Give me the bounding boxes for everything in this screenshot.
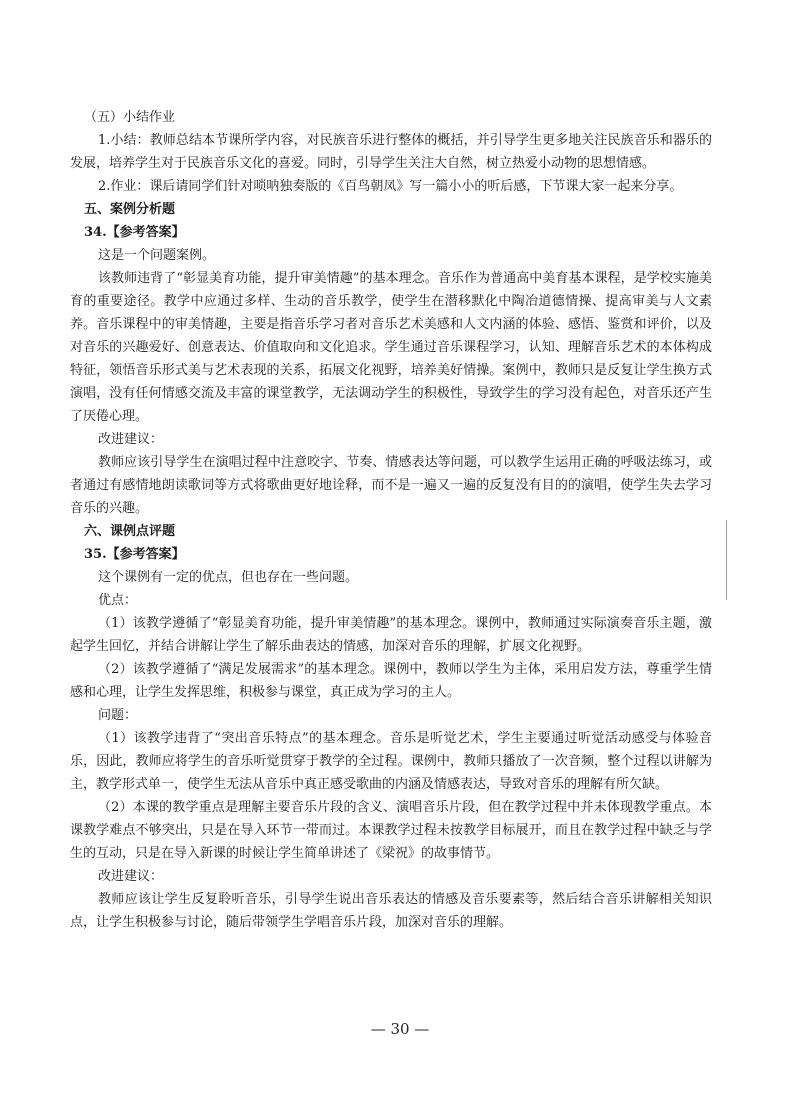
paragraph: 改进建议：	[98, 869, 164, 884]
paragraph: 这个课例有一定的优点，但也存在一些问题。	[98, 570, 359, 585]
paragraph: 该教师违背了“彰显美育功能，提升审美情趣”的基本理念。音乐作为普通高中美育基本课程，是学校实施美育的重要途径。教学中应通过多样、生动的音乐教学，使学生在潜移默化中陶冶道德情操、提高审美与人文素养。音乐课程中的审美情趣，主要是指音乐学习者对音乐艺术美感和人文内涵的体验、感悟、鉴赏和评价，以及对音乐的兴趣爱好、创意表达、价值取向和文化追求。学生通过音乐课程学习，认知、理解音乐艺术的本体构成特征，领悟音乐形式美与艺术表现的关系，拓展文化视野，培养美好情操。案例中，教师只是反复让学生换方式演唱，没有任何情感交流及丰富的课堂教学，无法调动学生的积极性，导致学生的学习没有起色，对音乐还产生了厌倦心理。	[70, 271, 712, 424]
paragraph: 这是一个问题案例。	[98, 248, 216, 263]
section-heading: 六、课例点评题	[84, 524, 176, 539]
scan-artifact-line	[726, 520, 727, 600]
paragraph: （1）该教学遵循了“彰显美育功能，提升审美情趣”的基本理念。课例中，教师通过实际演奏音乐主题，激起学生回忆，并结合讲解让学生了解乐曲表达的情感，加深对音乐的理解，扩展文化视野。	[70, 616, 712, 654]
paragraph: 1.小结：教师总结本节课所学内容，对民族音乐进行整体的概括，并引导学生更多地关注民族音乐和器乐的发展，培养学生对于民族音乐文化的喜爱。同时，引导学生关注大自然，树立热爱小动物的思想情感。	[70, 133, 712, 171]
answer-heading: 35.【参考答案】	[84, 547, 185, 562]
answer-heading: 34.【参考答案】	[84, 225, 185, 240]
paragraph: 教师应该让学生反复聆听音乐，引导学生说出音乐表达的情感及音乐要素等，然后结合音乐讲解相关知识点，让学生积极参与讨论，随后带领学生学唱音乐片段，加深对音乐的理解。	[70, 892, 712, 930]
paragraph: 改进建议：	[98, 432, 164, 447]
page-body	[70, 106, 712, 934]
paragraph: （1）该教学违背了“突出音乐特点”的基本理念。音乐是听觉艺术，学生主要通过听觉活动感受与体验音乐，因此，教师应将学生的音乐听觉贯穿于教学的全过程。课例中，教师只播放了一次音频，整个过程以讲解为主，教学形式单一，使学生无法从音乐中真正感受歌曲的内涵及情感表达，导致对音乐的理解有所欠缺。	[70, 731, 712, 792]
paragraph: （2）本课的教学重点是理解主要音乐片段的含义、演唱音乐片段，但在教学过程中并未体现教学重点。本课教学难点不够突出，只是在导入环节一带而过。本课教学过程未按教学目标展开，而且在教学过程中缺乏与学生的互动，只是在导入新课的时候让学生简单讲述了《梁祝》的故事情节。	[70, 800, 712, 861]
paragraph: 问题：	[98, 708, 138, 723]
paragraph: （2）该教学遵循了“满足发展需求”的基本理念。课例中，教师以学生为主体，采用启发方法，尊重学生情感和心理，让学生发挥思维，积极参与课堂，真正成为学习的主人。	[70, 662, 712, 700]
section-heading: 五、案例分析题	[84, 202, 176, 217]
section-heading: （五）小结作业	[84, 110, 176, 125]
paragraph: 2.作业：课后请同学们针对唢呐独奏版的《百鸟朝凤》写一篇小小的听后感，下节课大家一起来分享。	[98, 179, 683, 194]
page-number: — 30 —	[370, 1020, 430, 1038]
paragraph: 优点：	[98, 593, 138, 608]
paragraph: 教师应该引导学生在演唱过程中注意咬字、节奏、情感表达等问题，可以教学生运用正确的呼吸法练习，或者通过有感情地朗读歌词等方式将歌曲更好地诠释，而不是一遍又一遍的反复没有目的的演唱，使学生失去学习音乐的兴趣。	[70, 455, 712, 516]
